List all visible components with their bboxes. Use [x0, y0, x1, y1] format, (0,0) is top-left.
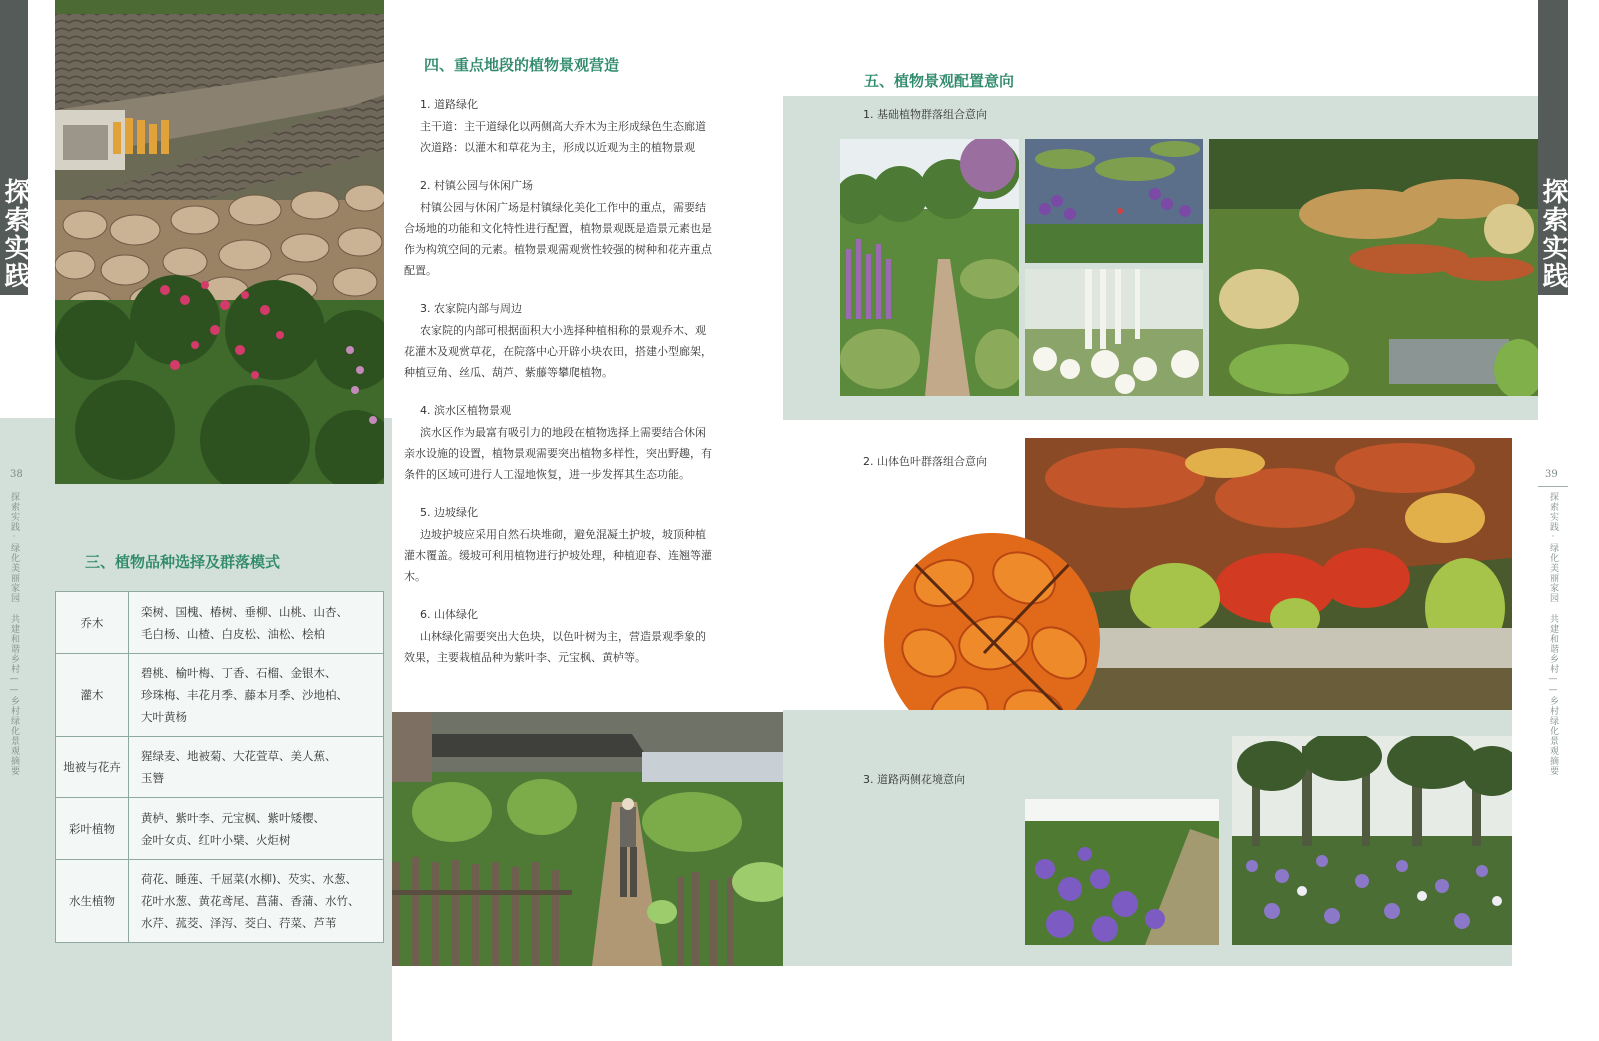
list-item: 4. 滨水区植物景观 滨水区作为最富有吸引力的地段在植物选择上需要结合休闲 亲水设施的设置，植物景观需要突出植物多样性，突出野趣，有 条件的区域可进行人工湿地恢复，进一步发挥其生态功能。	[404, 404, 712, 481]
left-running-caption: 探索实践·绿化美丽家园 共建和谐乡村——乡村绿化景观摘要	[9, 492, 19, 776]
right-page-number: 39	[1545, 469, 1558, 480]
category-cell: 水生植物	[56, 860, 129, 943]
plant-species-table	[55, 591, 384, 943]
iris-road-photo	[1025, 799, 1219, 945]
species-cell: 黄栌、紫叶李、元宝枫、紫叶矮樱、 金叶女贞、红叶小檗、火炬树	[129, 798, 384, 860]
caption-1: 1. 基础植物群落组合意向	[863, 108, 987, 121]
section5-title: 五、植物景观配置意向	[864, 72, 1015, 90]
category-cell: 乔木	[56, 592, 129, 654]
grass-garden-photo	[1209, 139, 1538, 396]
caption-3: 3. 道路两侧花境意向	[863, 773, 965, 786]
iris-pond-photo	[1025, 139, 1203, 263]
category-cell: 彩叶植物	[56, 798, 129, 860]
list-item: 3. 农家院内部与周边 农家院的内部可根据面积大小选择种植相称的景观乔木、观 花灌木及观赏草花，在院落中心开辟小块农田，搭建小型廊架， 种植豆角、丝瓜、葫芦、紫藤等攀爬植物。	[404, 302, 712, 379]
right-caption-rule	[1538, 486, 1568, 487]
section3-title: 三、植物品种选择及群落模式	[85, 553, 281, 571]
table-row	[56, 654, 384, 737]
table-row	[56, 860, 384, 943]
iris-field-photo	[1232, 736, 1512, 945]
left-page-number: 38	[10, 469, 23, 480]
table-row	[56, 798, 384, 860]
right-running-caption: 探索实践·绿化美丽家园 共建和谐乡村——乡村绿化景观摘要	[1548, 492, 1558, 776]
list-item: 5. 边坡绿化 边坡护坡应采用自然石块堆砌，避免混凝土护坡，坡顶种植 灌木覆盖。缓坡可利用植物进行护坡处理，种植迎春、连翘等灌 木。	[404, 506, 712, 583]
left-tab-title: 探索实践	[0, 178, 30, 290]
species-cell: 碧桃、榆叶梅、丁香、石榴、金银木、 珍珠梅、丰花月季、藤本月季、沙地柏、 大叶黄杨	[129, 654, 384, 737]
right-tab-title: 探索实践	[1538, 178, 1568, 290]
section4-body	[404, 96, 724, 687]
birch-meadow-photo	[1025, 269, 1203, 396]
autumn-mountain-photo	[1025, 438, 1512, 710]
table-row	[56, 592, 384, 654]
species-cell: 栾树、国槐、椿树、垂柳、山桃、山杏、 毛白杨、山楂、白皮松、油松、桧柏	[129, 592, 384, 654]
category-cell: 地被与花卉	[56, 737, 129, 798]
garden-path-photo	[840, 139, 1019, 396]
caption-2: 2. 山体色叶群落组合意向	[863, 455, 987, 468]
village-house-photo	[55, 0, 384, 484]
species-cell: 猩绿麦、地被菊、大花萱草、美人蕉、 玉簪	[129, 737, 384, 798]
list-item: 2. 村镇公园与休闲广场 村镇公园与休闲广场是村镇绿化美化工作中的重点，需要结 合场地的功能和文化特性进行配置，植物景观既是造景元素也是 作为构筑空间的元素。植物景观需观赏性较强的树种和花卉重点 配置。	[404, 179, 712, 277]
list-item: 1. 道路绿化 主干道：主干道绿化以两侧高大乔木为主形成绿色生态廊道 次道路：以灌木和草花为主，形成以近观为主的植物景观	[420, 98, 706, 154]
species-cell: 荷花、睡莲、千屈菜(水柳)、芡实、水葱、 花叶水葱、黄花鸢尾、菖蒲、香蒲、水竹、 水芹、菰茭、泽泻、茭白、荇菜、芦苇	[129, 860, 384, 943]
list-item: 6. 山体绿化 山林绿化需要突出大色块，以色叶树为主，营造景观季象的 效果，主要栽植品种为紫叶李、元宝枫、黄栌等。	[404, 608, 706, 664]
section4-title: 四、重点地段的植物景观营造	[424, 56, 620, 74]
category-cell: 灌木	[56, 654, 129, 737]
table-row	[56, 737, 384, 798]
farmer-garden-photo	[392, 712, 783, 966]
